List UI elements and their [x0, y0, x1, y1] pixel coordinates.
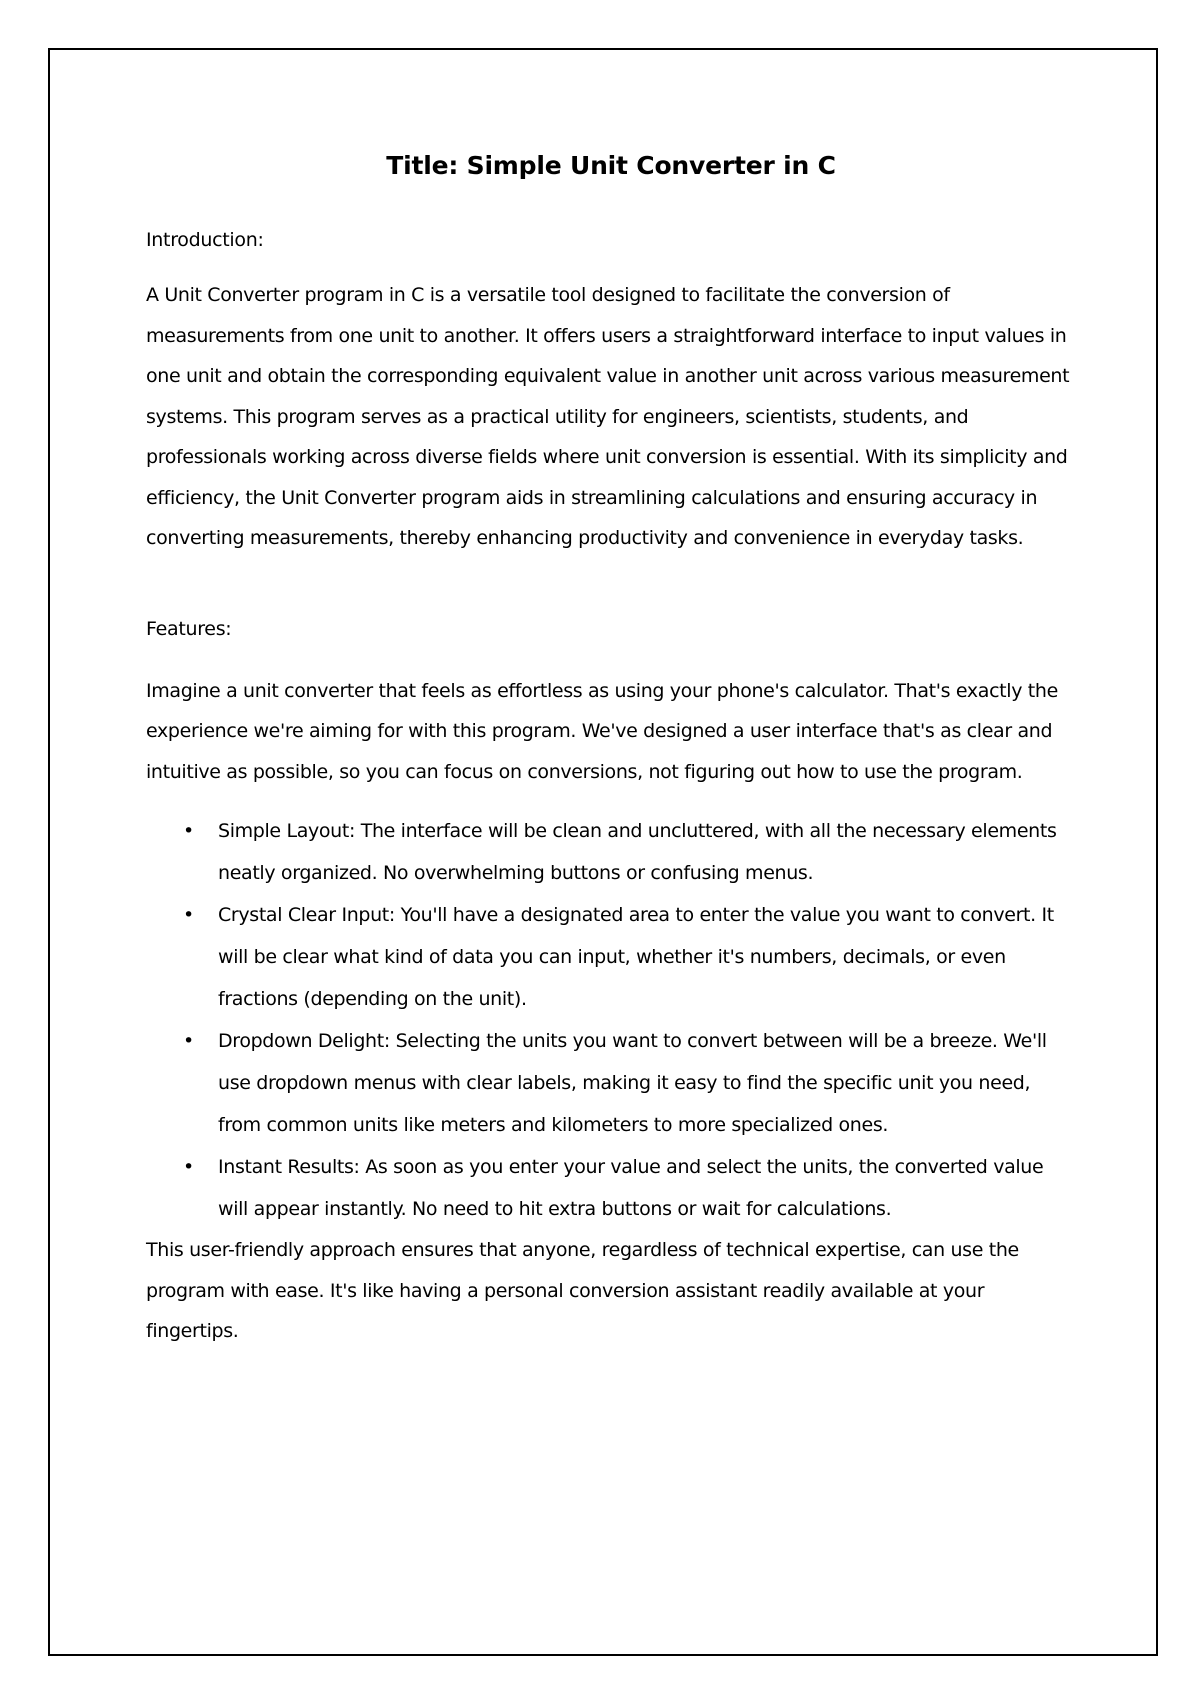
feature-list [146, 810, 1076, 1230]
features-intro-paragraph: Imagine a unit converter that feels as effortless as using your phone's calculator. That's exactly the experience we're aiming for with this program. We've designed a user interface that's as clear and intuitive as possible, so you can focus on conversions, not figuring out how to use the program. [146, 679, 1058, 783]
bullet-icon: • [183, 1030, 194, 1052]
introduction-paragraph: A Unit Converter program in C is a versatile tool designed to facilitate the conversion of measurements from one unit to another. It offers users a straightforward interface to input values in one unit and obtain the corresponding equivalent value in another unit across various measurement systems. This program serves as a practical utility for engineers, scientists, students, and professionals working across diverse fields where unit conversion is essential. With its simplicity and efficiency, the Unit Converter program aids in streamlining calculations and ensuring accuracy in converting measurements, thereby enhancing productivity and convenience in everyday tasks. [146, 284, 1070, 549]
document-title: Title: Simple Unit Converter in C [386, 151, 836, 180]
feature-text: Instant Results: As soon as you enter your value and select the units, the converted value will appear instantly. No need to hit extra buttons or wait for calculations. [218, 1156, 1044, 1220]
list-item [183, 1020, 1076, 1146]
introduction-heading: Introduction: [146, 229, 264, 251]
feature-text: Simple Layout: The interface will be clean and uncluttered, with all the necessary elements neatly organized. No overwhelming buttons or confusing menus. [218, 820, 1057, 884]
list-item [183, 894, 1076, 1020]
document-body [146, 148, 1076, 1352]
feature-text: Dropdown Delight: Selecting the units you want to convert between will be a breeze. We'll use dropdown menus with clear labels, making it easy to find the specific unit you need, from common units like meters and kilometers to more specialized ones. [218, 1030, 1047, 1136]
list-item [183, 1146, 1076, 1230]
features-heading: Features: [146, 617, 232, 640]
features-closing-paragraph: This user-friendly approach ensures that anyone, regardless of technical expertise, can use the program with ease. It's like having a personal conversion assistant readily available at your fingertips. [146, 1239, 1019, 1342]
feature-text: Crystal Clear Input: You'll have a designated area to enter the value you want to convert. It will be clear what kind of data you can input, whether it's numbers, decimals, or even fractions (depending on the unit). [218, 904, 1054, 1010]
bullet-icon: • [183, 820, 194, 842]
bullet-icon: • [183, 904, 194, 926]
bullet-icon: • [183, 1156, 194, 1178]
list-item [183, 810, 1076, 894]
